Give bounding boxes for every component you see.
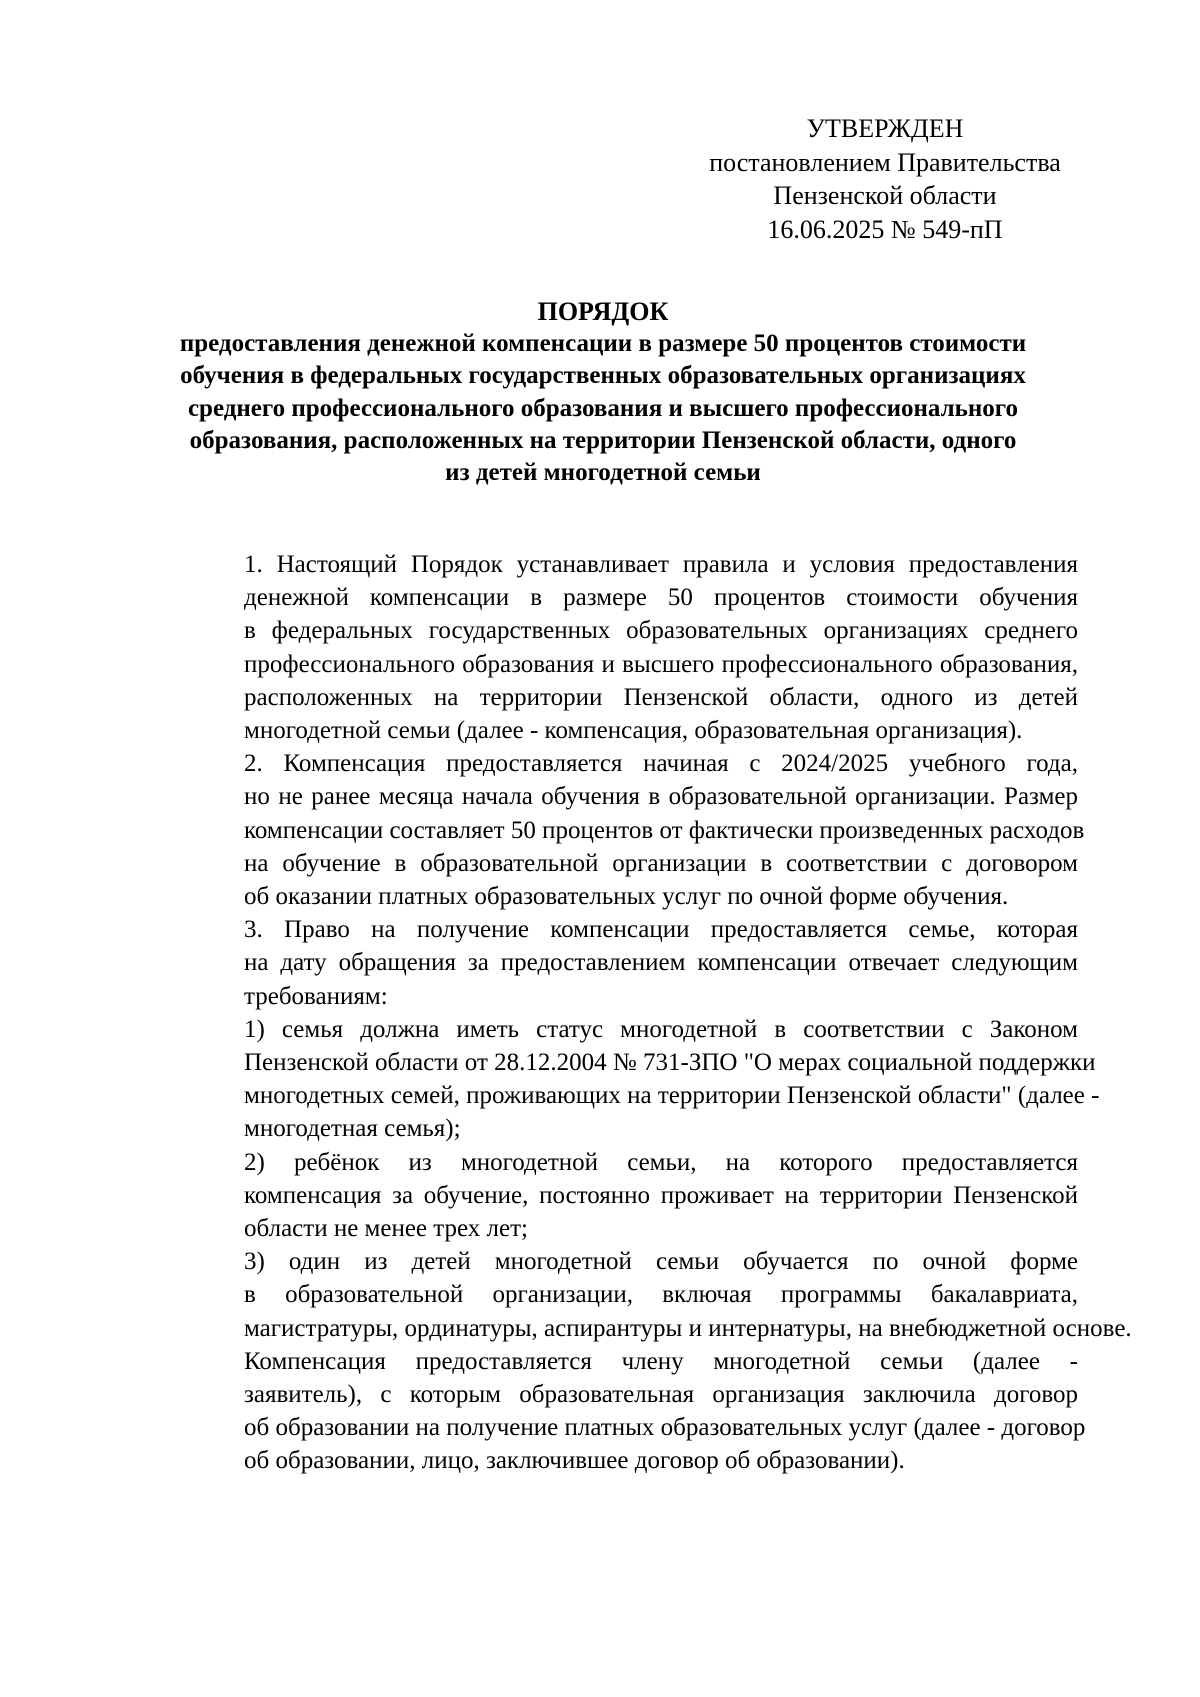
text-line: Пензенской области от 28.12.2004 № 731-ЗПО "О мерах социальной поддержки	[244, 1049, 1096, 1077]
text-line: магистратуры, ординатуры, аспирантуры и интернатуры, на внебюджетной основе.	[244, 1314, 1132, 1342]
text-line: на дату обращения за предоставлением компенсации отвечает следующим	[244, 949, 1078, 977]
subtitle-line: среднего профессионального образования и высшего профессионального	[187, 394, 1019, 422]
text-line: расположенных на территории Пензенской области, одного из детей	[244, 683, 1078, 711]
subtitle-line: образования, расположенных на территории Пензенской области, одного	[189, 426, 1017, 454]
text-line: 3. Право на получение компенсации предоставляется семье, которая	[244, 916, 1078, 944]
text-line: в образовательной организации, включая программы бакалавриата,	[244, 1281, 1078, 1309]
text-line: об образовании на получение платных образовательных услуг (далее - договор	[244, 1414, 1086, 1442]
text-line: в федеральных государственных образовательных организациях среднего	[244, 617, 1078, 645]
document-body	[170, 548, 1132, 1478]
approval-authority: постановлением Правительства	[709, 147, 1061, 177]
text-line: многодетной семьи (далее - компенсация, образовательная организация).	[244, 717, 1023, 745]
paragraph-1-purpose	[170, 548, 1078, 747]
text-line: Компенсация предоставляется члену многодетной семьи (далее -	[244, 1347, 1078, 1375]
approval-region: Пензенской области	[773, 181, 997, 210]
requirement-3-full-time-study	[170, 1245, 1132, 1345]
paragraph-2-amount	[170, 747, 1085, 913]
text-line: 1. Настоящий Порядок устанавливает правила и условия предоставления	[244, 551, 1078, 578]
text-line: 2) ребёнок из многодетной семьи, на которого предоставляется	[244, 1148, 1078, 1176]
text-line: компенсации составляет 50 процентов от фактически произведенных расходов	[244, 816, 1085, 844]
text-line: 3) один из детей многодетной семьи обучается по очной форме	[244, 1248, 1078, 1276]
text-line: но не ранее месяца начала обучения в образовательной организации. Размер	[244, 783, 1078, 811]
requirement-2-residence	[170, 1146, 1078, 1246]
text-line: на обучение в образовательной организации в соответствии с договором	[244, 849, 1078, 877]
text-line: денежной компенсации в размере 50 процентов стоимости обучения	[244, 584, 1078, 612]
text-line: многодетных семей, проживающих на территории Пензенской области" (далее -	[244, 1082, 1100, 1110]
text-line: требованиям:	[244, 982, 388, 1010]
text-line: компенсация за обучение, постоянно проживает на территории Пензенской	[244, 1181, 1078, 1209]
subtitle-line: предоставления денежной компенсации в размере 50 процентов стоимости	[179, 330, 1027, 357]
text-line: 1) семья должна иметь статус многодетной в соответствии с Законом	[244, 1015, 1078, 1043]
document-title: ПОРЯДОК	[537, 297, 669, 326]
subtitle-line: из детей многодетной семьи	[445, 459, 761, 487]
text-line: заявитель), с которым образовательная организация заключила договор	[244, 1381, 1078, 1409]
approval-stamp-block	[690, 112, 1080, 246]
approval-heading: УТВЕРЖДЕН	[806, 114, 964, 143]
text-line: об образовании, лицо, заключившее договор об образовании).	[244, 1447, 905, 1475]
subtitle-line: обучения в федеральных государственных образовательных организациях	[180, 362, 1026, 390]
paragraph-3-eligibility	[170, 913, 1078, 1013]
text-line: об оказании платных образовательных услуг по очной форме обучения.	[244, 883, 1009, 911]
approval-date-number: 16.06.2025 № 549-пП	[767, 214, 1003, 244]
requirement-1-status	[170, 1013, 1100, 1146]
text-line: 2. Компенсация предоставляется начиная с 2024/2025 учебного года,	[244, 750, 1078, 778]
document-subtitle	[170, 328, 1036, 489]
text-line: многодетная семья);	[244, 1115, 461, 1143]
text-line: профессионального образования и высшего профессионального образования,	[244, 650, 1078, 678]
paragraph-applicant	[170, 1345, 1086, 1478]
text-line: области не менее трех лет;	[244, 1215, 528, 1243]
